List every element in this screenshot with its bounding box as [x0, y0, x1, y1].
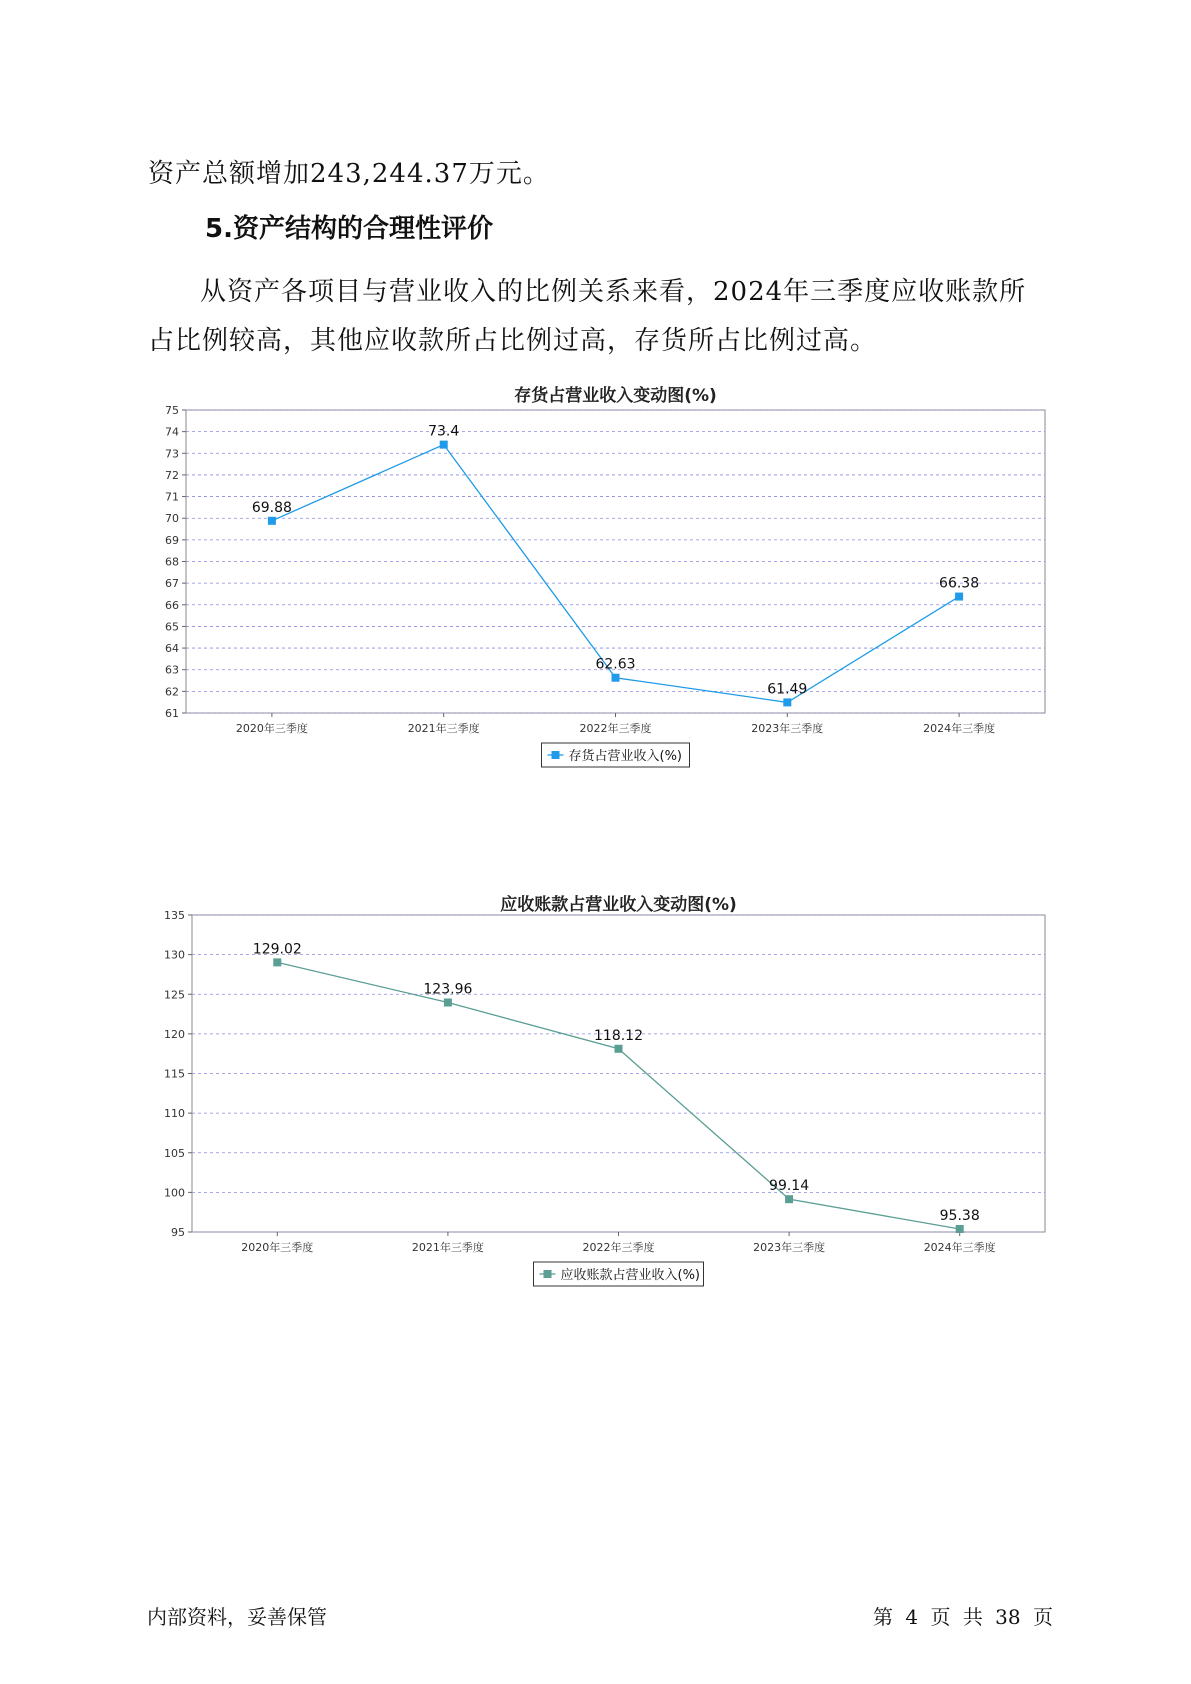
receivables-ratio-chart — [148, 890, 1048, 1340]
inventory-ratio-chart-svg — [148, 385, 1048, 835]
legend-label: 存货占营业收入(%) — [568, 749, 682, 764]
x-tick-label: 2021年三季度 — [407, 722, 480, 735]
data-label: 99.14 — [769, 1178, 810, 1195]
chart-title: 应收账款占营业收入变动图(%) — [500, 895, 737, 915]
y-tick-label: 63 — [165, 663, 179, 677]
data-label: 118.12 — [594, 1027, 643, 1044]
y-tick-label: 66 — [165, 598, 179, 612]
x-tick-label: 2023年三季度 — [753, 1241, 826, 1254]
x-tick-label: 2024年三季度 — [923, 1241, 996, 1254]
y-tick-label: 71 — [165, 490, 179, 504]
y-tick-label: 64 — [165, 642, 179, 656]
x-tick-label: 2022年三季度 — [579, 722, 652, 735]
data-label: 61.49 — [767, 681, 808, 698]
data-label: 62.63 — [595, 656, 636, 673]
y-tick-label: 135 — [164, 909, 185, 922]
legend-marker — [552, 751, 560, 759]
data-label: 69.88 — [251, 499, 292, 516]
y-tick-label: 74 — [165, 425, 179, 439]
y-tick-label: 130 — [164, 948, 185, 962]
x-tick-label: 2020年三季度 — [235, 722, 308, 735]
y-tick-label: 105 — [164, 1146, 185, 1160]
y-tick-label: 125 — [164, 988, 185, 1002]
inventory-ratio-chart — [148, 385, 1048, 835]
data-point — [440, 441, 448, 449]
y-tick-label: 67 — [165, 577, 179, 591]
data-point — [615, 1045, 623, 1053]
data-label: 129.02 — [252, 941, 302, 958]
y-tick-label: 70 — [165, 512, 179, 526]
x-tick-label: 2022年三季度 — [582, 1241, 655, 1254]
y-tick-label: 110 — [164, 1107, 185, 1121]
paragraph-structure-evaluation: 从资产各项目与营业收入的比例关系来看，2024年三季度应收账款所占比例较高，其他应收款所占比例过高，存货所占比例过高。 — [148, 277, 1027, 356]
data-label: 66.38 — [939, 575, 980, 592]
y-tick-label: 75 — [165, 404, 179, 417]
x-tick-label: 2021年三季度 — [411, 1241, 484, 1254]
y-tick-label: 65 — [165, 620, 179, 634]
y-tick-label: 73 — [165, 447, 179, 461]
data-point — [612, 674, 620, 682]
y-tick-label: 100 — [164, 1186, 185, 1200]
legend-label: 应收账款占营业收入(%) — [560, 1268, 700, 1283]
y-tick-label: 120 — [164, 1027, 185, 1041]
chart-title: 存货占营业收入变动图(%) — [514, 386, 717, 406]
receivables-ratio-chart-svg — [148, 890, 1048, 1340]
data-point — [444, 998, 452, 1006]
footer-confidential-note: 内部资料，妥善保管 — [147, 1605, 327, 1629]
x-tick-label: 2024年三季度 — [923, 722, 996, 735]
x-tick-label: 2023年三季度 — [751, 722, 824, 735]
data-point — [956, 1225, 964, 1233]
data-point — [785, 1195, 793, 1203]
data-point — [955, 593, 963, 601]
section-title: 5.资产结构的合理性评价 — [205, 214, 493, 244]
data-label: 95.38 — [939, 1207, 980, 1224]
y-tick-label: 115 — [164, 1067, 185, 1081]
paragraph-asset-increase: 资产总额增加243,244.37万元。 — [148, 159, 550, 189]
data-point — [268, 517, 276, 525]
y-tick-label: 62 — [165, 685, 179, 699]
data-point — [783, 698, 791, 706]
y-tick-label: 69 — [165, 533, 179, 547]
x-tick-label: 2020年三季度 — [241, 1241, 314, 1254]
y-tick-label: 68 — [165, 555, 179, 569]
legend-marker — [544, 1270, 552, 1278]
y-tick-label: 72 — [165, 468, 179, 482]
data-point — [273, 958, 281, 966]
footer-page-number: 第 4 页 共 38 页 — [873, 1605, 1053, 1629]
data-label: 123.96 — [423, 981, 473, 998]
y-tick-label: 95 — [171, 1226, 185, 1239]
y-tick-label: 61 — [165, 707, 179, 720]
data-label: 73.4 — [428, 423, 460, 440]
